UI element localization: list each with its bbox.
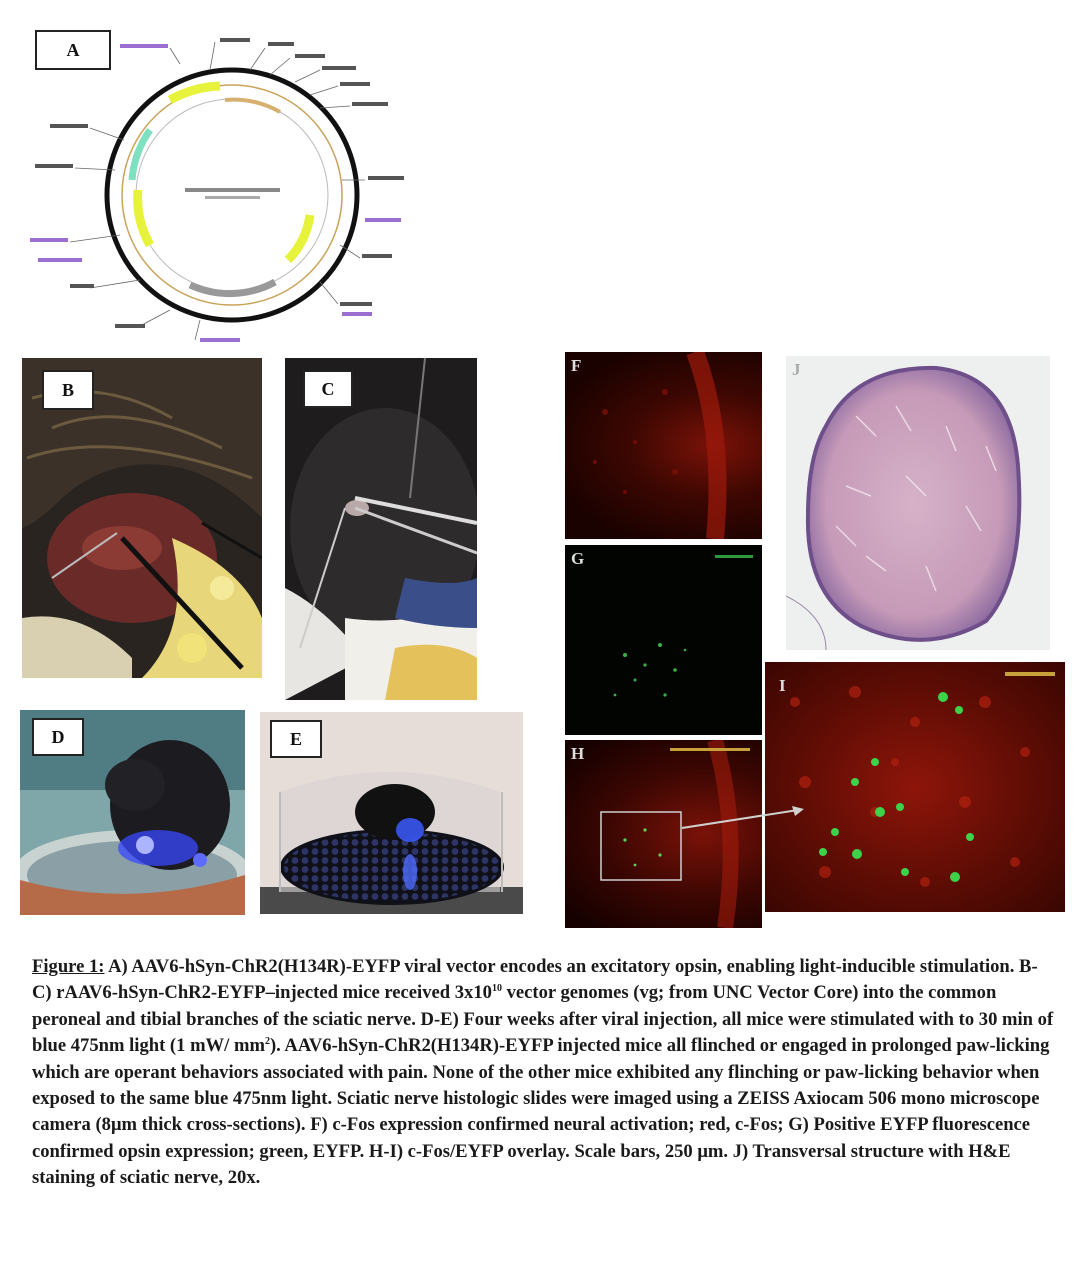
plasmid-map-graphic bbox=[20, 20, 440, 350]
figure-caption bbox=[32, 954, 1054, 1192]
panel-a-label: A bbox=[35, 30, 111, 70]
panel-j-he-stain bbox=[786, 356, 1050, 650]
caption-text-2: vector genomes (vg; from UNC Vector Core) into the common peroneal and tibial branches of the sciatic nerve. D-E) Four weeks after viral injection, all mice were stimulated with to 30 min of blue 475nm light (1 mW/ mm bbox=[32, 982, 1054, 1057]
panel-d-stimulation-photo bbox=[20, 710, 245, 915]
panel-e-label: E bbox=[270, 720, 322, 758]
surgery-photo-c bbox=[285, 358, 477, 700]
caption-text-1: A) AAV6-hSyn-ChR2(H134R)-EYFP viral vector encodes an excitatory opsin, enabling light-inducible stimulation. B-C) rAAV6-hSyn-ChR2-EYFP–injected mice received 3x10 bbox=[32, 956, 1038, 1004]
panel-c-surgery-photo bbox=[285, 358, 477, 700]
caption-exponent-2: 2 bbox=[264, 1036, 270, 1048]
panel-e-stimulation-photo bbox=[260, 712, 523, 914]
panel-f-label: F bbox=[571, 356, 582, 375]
panel-h-label: H bbox=[571, 744, 585, 763]
panel-i-label: I bbox=[779, 676, 786, 695]
panel-b-label: B bbox=[42, 370, 94, 410]
zoom-overlay-texture bbox=[765, 662, 1065, 912]
panel-a-plasmid-map bbox=[20, 20, 440, 350]
panel-g-eyfp-green bbox=[565, 545, 762, 735]
panel-i-zoom-overlay bbox=[765, 662, 1065, 912]
caption-text-3: ). AAV6-hSyn-ChR2(H134R)-EYFP injected mice all flinched or engaged in prolonged paw-licking which are operant behaviors associated with pain. None of the other mice exhibited any flinching or paw-licking behavior when exposed to the same blue 475nm light. Sciatic nerve histologic slides were imaged using a ZEISS Axiocam 506 mono microscope camera (8μm thick cross-sections). F) c-Fos expression confirmed neural activation; red, c-Fos; G) Positive EYFP fluorescence confirmed opsin expression; green, EYFP. H-I) c-Fos/EYFP overlay. Scale bars, 250 μm. J) Transversal structure with H&E staining of sciatic nerve, 20x. bbox=[32, 1035, 1050, 1189]
eyfp-green-texture bbox=[565, 545, 762, 735]
caption-exponent-10: 10 bbox=[491, 983, 502, 995]
panel-d-label: D bbox=[32, 718, 84, 756]
cfos-red-texture bbox=[565, 352, 762, 539]
panel-b-surgery-photo bbox=[22, 358, 262, 678]
panel-c-label: C bbox=[303, 370, 353, 408]
he-nerve-section bbox=[786, 356, 1050, 650]
panel-g-label: G bbox=[571, 549, 585, 568]
zoom-connector-arrow bbox=[680, 800, 810, 840]
caption-lead: Figure 1: bbox=[32, 956, 105, 977]
panel-f-cfos-red bbox=[565, 352, 762, 539]
panel-j-label: J bbox=[792, 360, 801, 379]
